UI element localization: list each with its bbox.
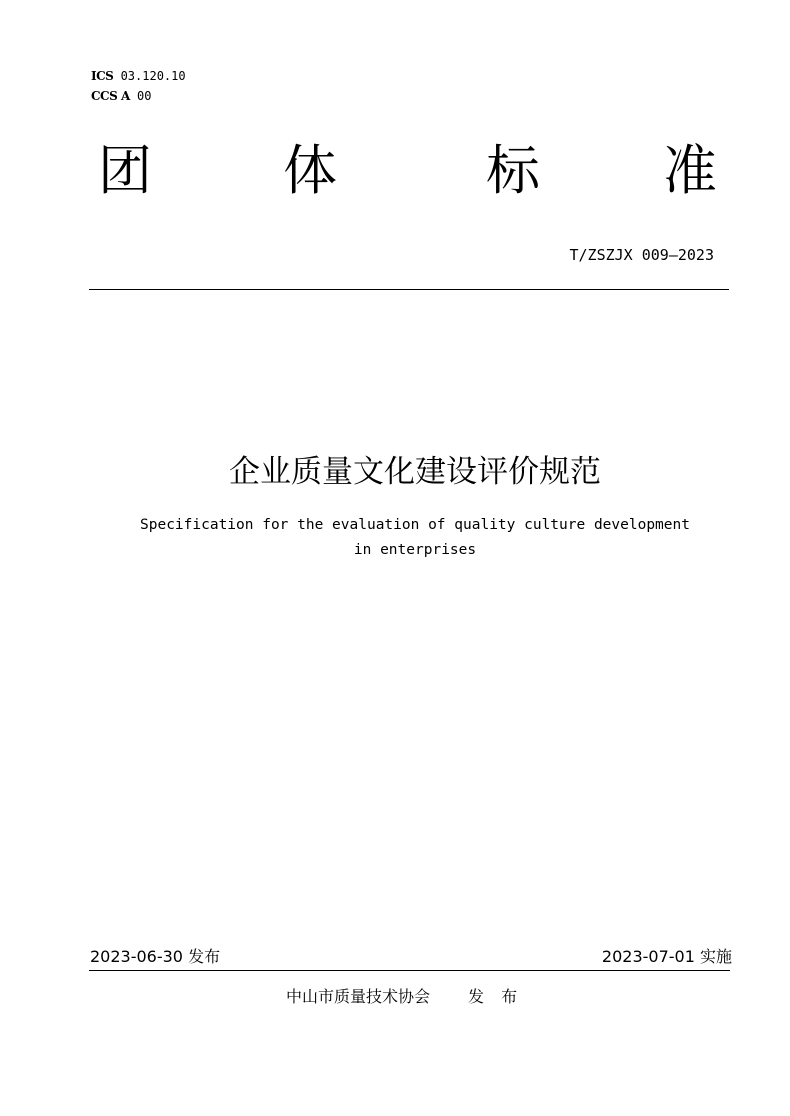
ccs-label: CCS A bbox=[91, 89, 130, 103]
ccs-code: 00 bbox=[137, 89, 152, 103]
english-title-line-1: Specification for the evaluation of quality culture development bbox=[140, 517, 690, 533]
standard-number: T/ZSZJX 009—2023 bbox=[569, 246, 714, 264]
bottom-divider bbox=[89, 970, 730, 971]
ics-classification bbox=[91, 69, 186, 83]
issue-date: 2023-06-30 发布 bbox=[90, 947, 221, 966]
publish-label: 发 布 bbox=[468, 987, 524, 1006]
header-char-4: 准 bbox=[663, 139, 717, 202]
top-divider bbox=[89, 289, 729, 290]
english-title-line-2: in enterprises bbox=[353, 542, 477, 558]
ics-code: 03.120.10 bbox=[120, 69, 186, 83]
publisher bbox=[286, 986, 523, 1008]
header-char-3: 标 bbox=[486, 139, 540, 202]
ics-label: ICS bbox=[91, 69, 114, 83]
english-title bbox=[0, 513, 790, 563]
chinese-title: 企业质量文化建设评价规范 bbox=[229, 454, 601, 490]
header-char-1: 团 bbox=[98, 139, 152, 202]
ccs-classification bbox=[91, 89, 151, 103]
header-char-2: 体 bbox=[283, 139, 337, 202]
publisher-name: 中山市质量技术协会 bbox=[286, 987, 431, 1006]
implementation-date: 2023-07-01 实施 bbox=[601, 947, 732, 966]
